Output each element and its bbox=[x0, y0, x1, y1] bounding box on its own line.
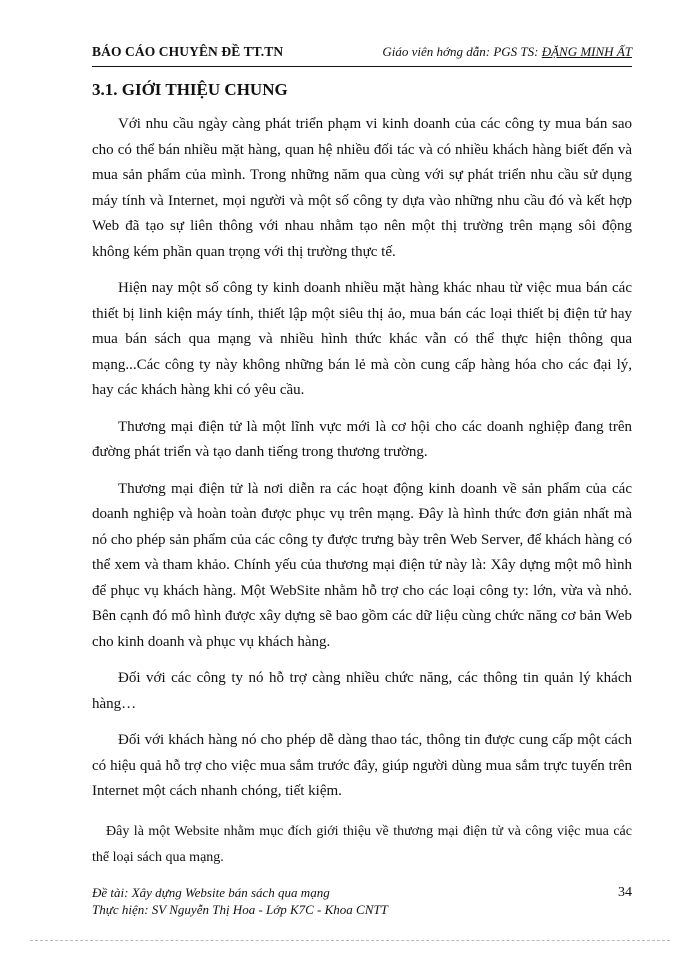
supervisor-line bbox=[382, 44, 632, 60]
footer-topic: Đề tài: Xây dựng Website bán sách qua mạng bbox=[92, 885, 330, 900]
supervisor-name: ĐẶNG MINH ẤT bbox=[541, 44, 632, 59]
page-number: 34 bbox=[618, 885, 632, 900]
section-title: 3.1. GIỚI THIỆU CHUNG bbox=[92, 80, 288, 99]
page-header bbox=[92, 40, 632, 67]
body-text bbox=[92, 112, 632, 882]
paragraph: Đối với các công ty nó hỗ trợ càng nhiều chức năng, các thông tin quản lý khách hàng… bbox=[92, 670, 632, 712]
closing-paragraph: Đây là một Website nhằm mục đích giới thiệu về thương mại điện tử và công việc mua các thể loại sách qua mạng. bbox=[92, 823, 632, 865]
paragraph: Đối với khách hàng nó cho phép dễ dàng thao tác, thông tin được cung cấp một cách có hiệu quả hỗ trợ cho việc mua sắm trước đây, giúp người dùng mua sắm trực tuyến trên Internet một cách nhanh chóng, tiết kiệm. bbox=[92, 732, 632, 799]
report-title: BÁO CÁO CHUYÊN ĐỀ TT.TN bbox=[92, 44, 284, 59]
page-bottom-rule bbox=[30, 940, 670, 941]
supervisor-label: Giáo viên hớng dẫn: PGS TS: bbox=[382, 44, 542, 59]
footer-author: Thực hiện: SV Nguyễn Thị Hoa - Lớp K7C - Khoa CNTT bbox=[92, 902, 388, 917]
page-footer bbox=[92, 884, 632, 918]
paragraph: Với nhu cầu ngày càng phát triển phạm vi kinh doanh của các công ty mua bán sao cho có thể bán nhiều mặt hàng, quan hệ nhiều đối tác và có nhiều khách hàng biết đến và mua sản phẩm của mình. Trong những năm qua cùng với sự phát triển nhu cầu sử dụng máy tính và Internet, mọi người và một số công ty dựa vào những nhu cầu đó và kết hợp Web đã tạo sự liên thông với nhau nhằm tạo nên một thị trường trên mạng sôi động không kém phần quan trọng với thị trường thực tế. bbox=[92, 116, 632, 260]
paragraph: Thương mại điện tử là một lĩnh vực mới là cơ hội cho các doanh nghiệp đang trên đường phát triển và tạo danh tiếng trong thương trường. bbox=[92, 418, 632, 460]
paragraph: Thương mại điện tử là nơi diễn ra các hoạt động kinh doanh về sản phẩm của các doanh nghiệp và hoàn toàn được phục vụ trên mạng. Đây là hình thức đơn giản nhất mà nó cho phép sản phẩm của các công ty được trưng bày trên Web Server, để khách hàng có thể xem và tham khảo. Chính yếu của thương mại điện tử này là: Xây dựng một mô hình để phục vụ khách hàng. Một WebSite nhằm hỗ trợ cho các loại công ty: lớn, vừa và nhỏ. Bên cạnh đó mô hình được xây dựng sẽ bao gồm các dữ liệu cùng chức năng cơ bản Web cho kinh doanh và phục vụ khách hàng. bbox=[92, 480, 632, 650]
paragraph: Hiện nay một số công ty kinh doanh nhiều mặt hàng khác nhau từ việc mua bán các thiết bị linh kiện máy tính, thiết lập một siêu thị ảo, mua bán các loại thiết bị điện tử hay mua bán sách qua mạng và nhiều hình thức khác vẫn có thể thực hiện thông qua mạng...Các công ty này không những bán lẻ mà còn cung cấp hàng hóa cho các đại lý, hay các khách hàng khi có yêu cầu. bbox=[92, 280, 632, 398]
